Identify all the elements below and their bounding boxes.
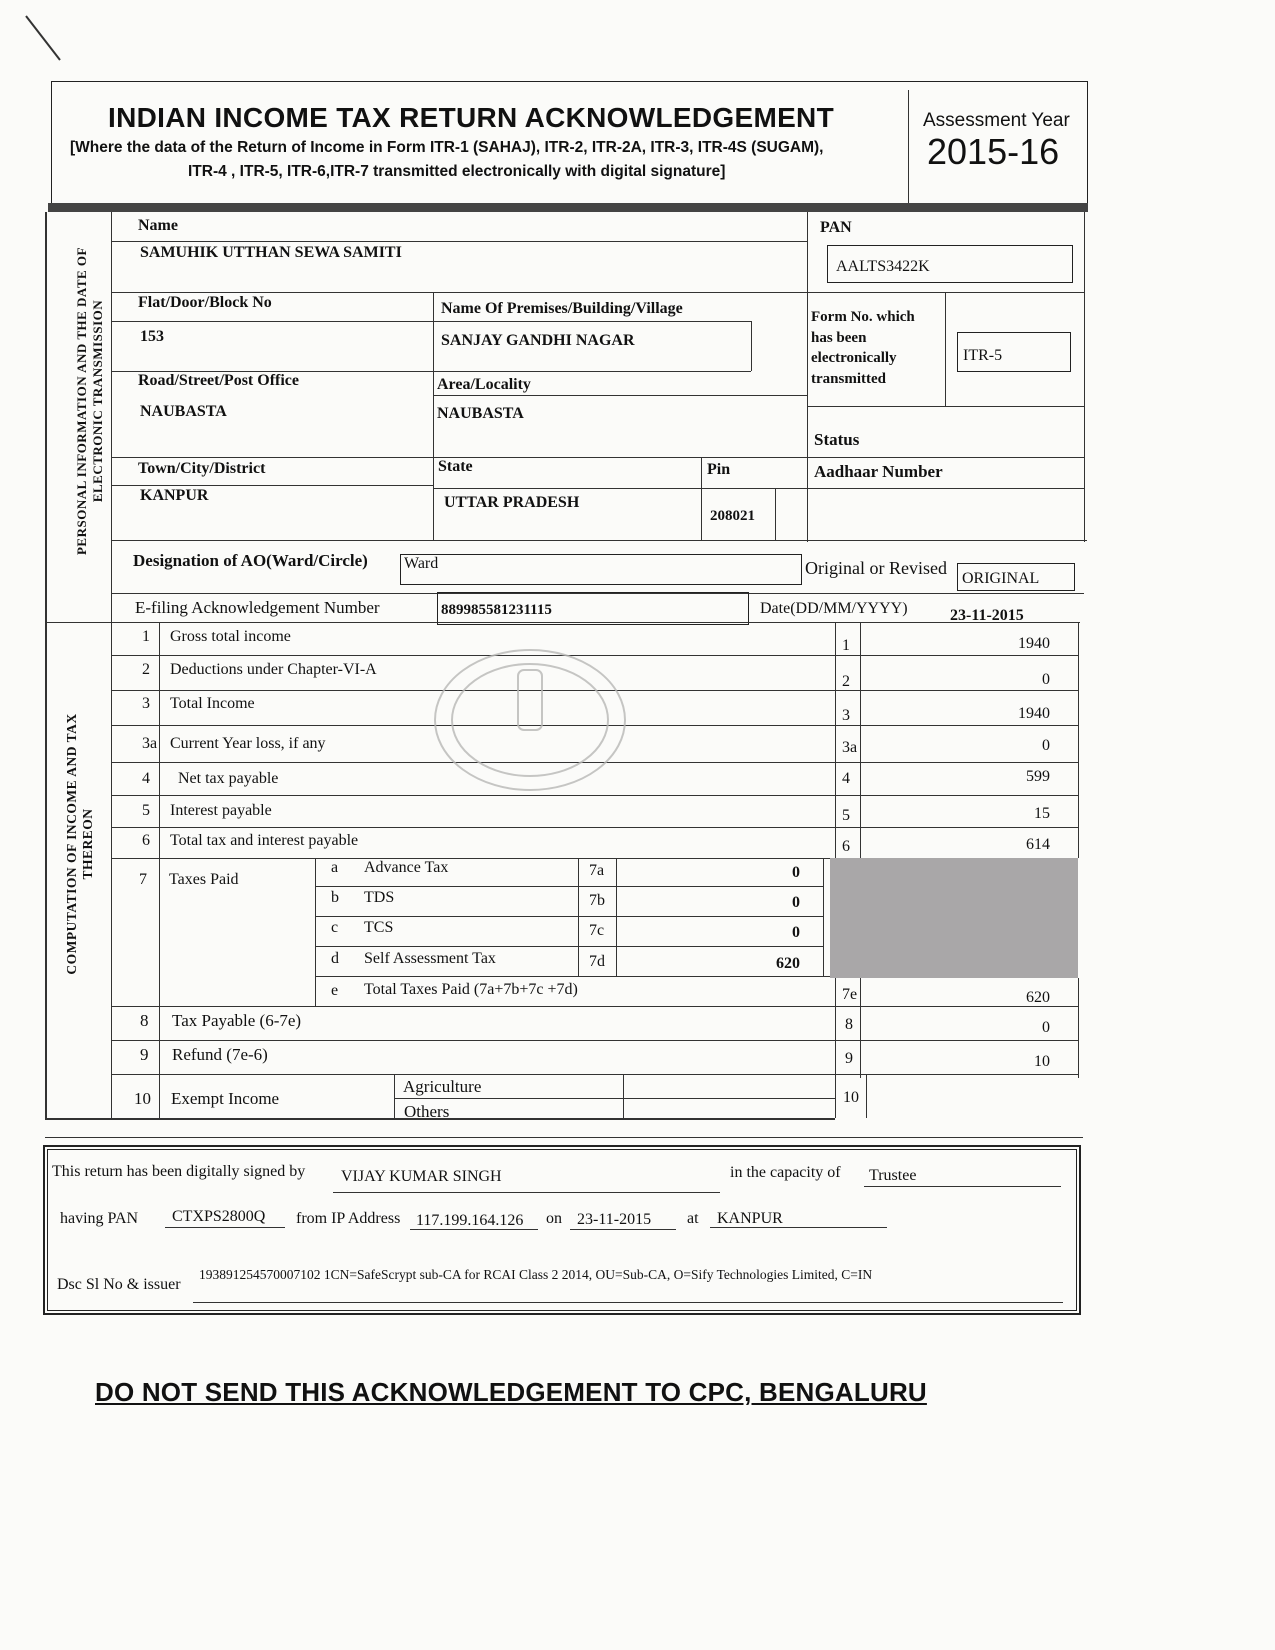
comp-row-label: Total tax and interest payable <box>170 832 359 849</box>
taxes-paid-no: 7 <box>139 871 147 888</box>
on-date: 23-11-2015 <box>577 1211 652 1228</box>
comp-row-ref: 4 <box>842 770 850 787</box>
comp-row-no: 5 <box>142 802 150 819</box>
page-title: INDIAN INCOME TAX RETURN ACKNOWLEDGEMENT <box>108 102 834 133</box>
tail-row-ref: 9 <box>845 1050 853 1067</box>
comp-row-value: 15 <box>1034 805 1050 822</box>
seal-watermark <box>380 630 680 840</box>
flat-value: 153 <box>140 328 164 345</box>
others-label: Others <box>404 1102 450 1121</box>
comp-row-label: Gross total income <box>170 628 291 645</box>
total-taxes-label: Total Taxes Paid (7a+7b+7c +7d) <box>364 981 578 998</box>
assessment-year: 2015-16 <box>927 131 1060 172</box>
tail-row-value: 0 <box>1042 1019 1050 1036</box>
comp-row-value: 599 <box>1026 768 1050 785</box>
sig-pan-value: CTXPS2800Q <box>172 1208 266 1225</box>
comp-row-label: Current Year loss, if any <box>170 735 326 752</box>
pin-value: 208021 <box>710 508 755 524</box>
exempt-label: Exempt Income <box>171 1089 280 1108</box>
redacted-area <box>830 858 1078 978</box>
area-label: Area/Locality <box>437 376 531 393</box>
pen-mark <box>18 8 68 68</box>
date-value: 23-11-2015 <box>950 607 1024 624</box>
tax-item-label: TCS <box>364 919 394 936</box>
orig-value: ORIGINAL <box>962 570 1040 587</box>
tax-item-letter: b <box>331 889 339 906</box>
form-value: ITR-5 <box>963 347 1003 364</box>
tax-item-value: 0 <box>792 924 800 941</box>
subtitle-line-2: ITR-4 , ITR-5, ITR-6,ITR-7 transmitted electronically with digital signature] <box>188 163 726 180</box>
exempt-no: 10 <box>134 1089 151 1108</box>
orig-label: Original or Revised <box>805 558 947 578</box>
road-label: Road/Street/Post Office <box>138 372 299 389</box>
premises-value: SANJAY GANDHI NAGAR <box>441 332 635 349</box>
ao-value: Ward <box>404 555 439 572</box>
town-value: KANPUR <box>140 487 209 504</box>
tail-row-label: Tax Payable (6-7e) <box>172 1011 302 1030</box>
tax-item-label: Self Assessment Tax <box>364 950 496 967</box>
name-label: Name <box>138 217 178 234</box>
comp-row-ref: 3a <box>842 739 858 756</box>
tail-row-ref: 8 <box>845 1016 853 1033</box>
ack-value: 889985581231115 <box>441 602 552 618</box>
form-label: Form No. which has been electronically transmitted <box>811 309 915 387</box>
tax-item-label: TDS <box>364 889 395 906</box>
ao-label: Designation of AO(Ward/Circle) <box>133 551 368 570</box>
comp-row-ref: 3 <box>842 707 850 724</box>
comp-row-value: 614 <box>1026 836 1050 853</box>
tail-row-value: 10 <box>1034 1053 1050 1070</box>
comp-row-label: Deductions under Chapter-VI-A <box>170 661 377 678</box>
comp-row-label: Net tax payable <box>178 770 279 787</box>
date-label: Date(DD/MM/YYYY) <box>760 600 908 617</box>
comp-row-ref: 1 <box>842 637 850 654</box>
ao-box <box>400 554 802 585</box>
tax-item-letter: d <box>331 950 339 967</box>
footer-notice: DO NOT SEND THIS ACKNOWLEDGEMENT TO CPC, BENGALURU <box>95 1377 927 1407</box>
town-label: Town/City/District <box>138 460 266 477</box>
ack-label: E-filing Acknowledgement Number <box>135 598 380 617</box>
tax-item-ref: 7c <box>589 922 605 939</box>
comp-row-value: 1940 <box>1018 705 1050 722</box>
at-value: KANPUR <box>717 1210 783 1227</box>
sig-pan-label: having PAN <box>60 1210 139 1227</box>
tax-item-ref: 7d <box>589 953 605 970</box>
comp-row-label: Interest payable <box>170 802 272 819</box>
comp-row-value: 0 <box>1042 671 1050 688</box>
signed-by-value: VIJAY KUMAR SINGH <box>341 1168 502 1185</box>
assessment-year-label: Assessment Year <box>923 110 1070 131</box>
ip-value: 117.199.164.126 <box>416 1212 524 1229</box>
comp-row-no: 1 <box>142 628 150 645</box>
pin-label: Pin <box>707 461 731 478</box>
comp-row-no: 6 <box>142 832 150 849</box>
tail-row-no: 9 <box>140 1045 149 1064</box>
total-taxes-ref: 7e <box>842 986 858 1003</box>
total-taxes-letter: e <box>331 982 339 999</box>
comp-row-no: 3 <box>142 695 150 712</box>
on-label: on <box>546 1210 562 1227</box>
state-value: UTTAR PRADESH <box>444 494 580 511</box>
dsc-value: 193891254570007102 1CN=SafeScrypt sub-CA for RCAI Class 2 2014, OU=Sub-CA, O=Sify Technologies Limited, C=IN <box>199 1267 873 1282</box>
tax-item-value: 620 <box>776 955 800 972</box>
tax-item-label: Advance Tax <box>364 859 449 876</box>
pan-value: AALTS3422K <box>836 258 930 275</box>
header-band <box>48 203 1088 212</box>
at-label: at <box>687 1210 699 1227</box>
capacity-label: in the capacity of <box>730 1164 841 1181</box>
status-label: Status <box>814 430 860 449</box>
comp-row-ref: 6 <box>842 838 850 855</box>
pan-label: PAN <box>820 219 852 236</box>
comp-row-no: 4 <box>142 770 150 787</box>
name-value: SAMUHIK UTTHAN SEWA SAMITI <box>140 244 402 261</box>
comp-row-value: 1940 <box>1018 635 1050 652</box>
tail-row-label: Refund (7e-6) <box>172 1045 268 1064</box>
total-taxes-value: 620 <box>1026 989 1050 1006</box>
premises-label: Name Of Premises/Building/Village <box>441 300 683 317</box>
exempt-ref: 10 <box>843 1089 859 1106</box>
tax-item-value: 0 <box>792 864 800 881</box>
comp-row-ref: 2 <box>842 673 850 690</box>
comp-row-label: Total Income <box>170 695 255 712</box>
tax-item-letter: a <box>331 859 339 876</box>
side-label-computation: COMPUTATION OF INCOME AND TAX THEREON <box>64 713 95 975</box>
subtitle-line-1: [Where the data of the Return of Income in Form ITR-1 (SAHAJ), ITR-2, ITR-2A, ITR-3, ITR-4S (SUGAM), <box>70 139 824 156</box>
state-label: State <box>438 458 473 475</box>
side-label-personal: PERSONAL INFORMATION AND THE DATE OF ELECTRONIC TRANSMISSION <box>74 247 105 556</box>
comp-row-no: 2 <box>142 661 150 678</box>
ip-label: from IP Address <box>296 1210 401 1227</box>
tax-item-value: 0 <box>792 894 800 911</box>
tax-item-letter: c <box>331 919 339 936</box>
comp-row-ref: 5 <box>842 807 850 824</box>
comp-row-no: 3a <box>142 735 158 752</box>
tax-item-ref: 7b <box>589 892 605 909</box>
agri-label: Agriculture <box>403 1077 482 1096</box>
area-value: NAUBASTA <box>437 405 524 422</box>
aadhaar-label: Aadhaar Number <box>814 462 943 481</box>
taxes-paid-label: Taxes Paid <box>169 871 239 888</box>
comp-row-value: 0 <box>1042 737 1050 754</box>
tail-row-no: 8 <box>140 1011 149 1030</box>
capacity-value: Trustee <box>869 1167 917 1184</box>
road-value: NAUBASTA <box>140 403 227 420</box>
flat-label: Flat/Door/Block No <box>138 294 272 311</box>
tax-item-ref: 7a <box>589 862 605 879</box>
signed-by-label: This return has been digitally signed by <box>52 1163 306 1180</box>
dsc-label: Dsc Sl No & issuer <box>57 1276 181 1293</box>
